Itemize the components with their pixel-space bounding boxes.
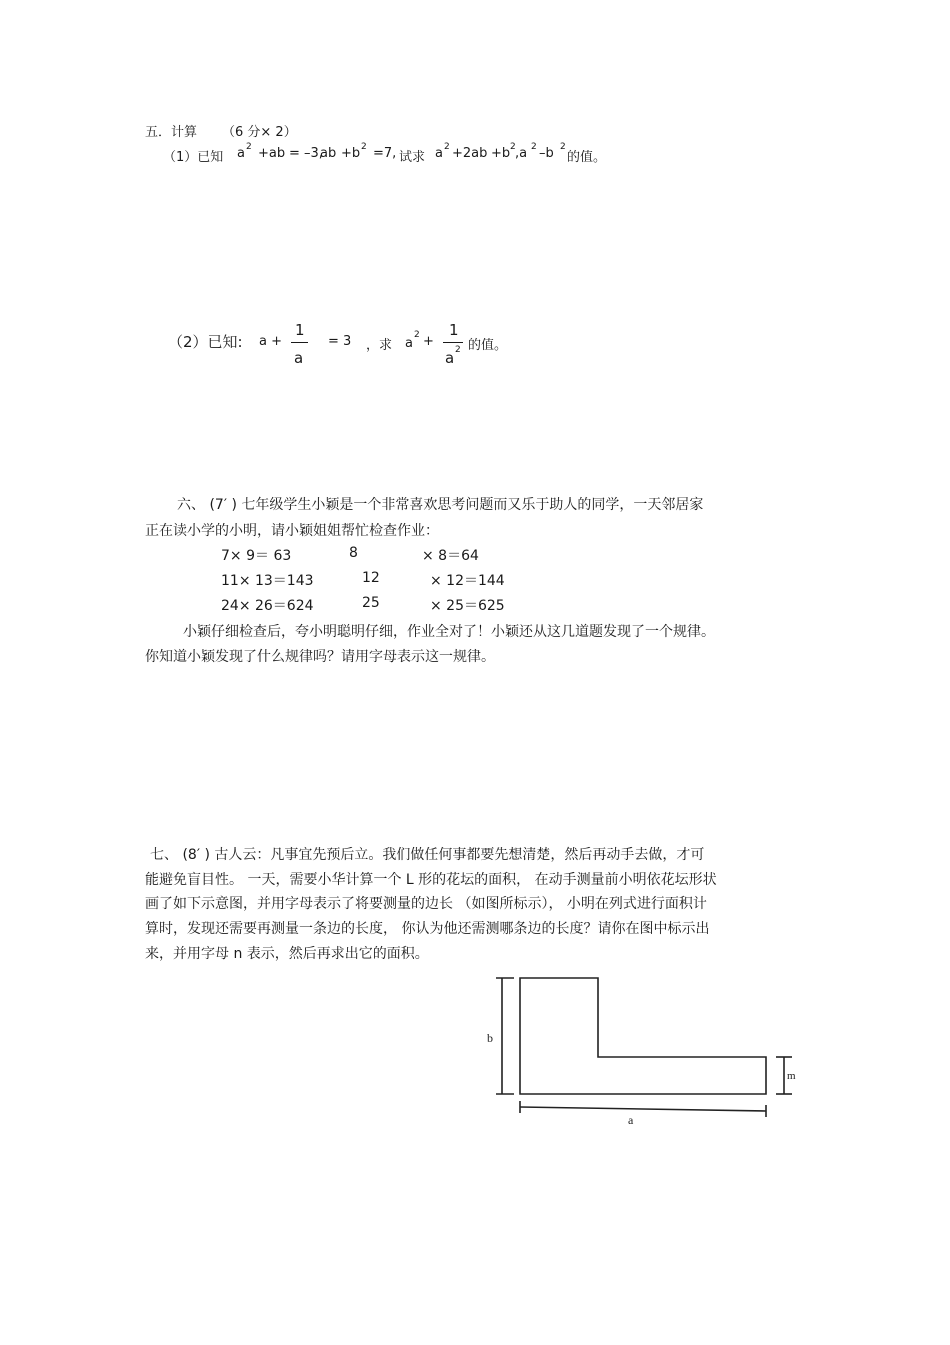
q1-exponent: 2 [510,142,516,152]
section5-score: （6 分× 2） [222,125,297,140]
q2-term: = 3 [328,334,352,349]
section7-line: 七、 (8′ ) 古人云：凡事宜先预后立。我们做任何事都要先想清楚，然后再动手去做，才可 [150,847,705,863]
section6-line: 六、 (7′ ) 七年级学生小颖是一个非常喜欢思考问题而又乐于助人的同学，一天邻居家 [177,497,704,513]
l-shape-outline [520,978,766,1094]
section7-line: 画了如下示意图，并用字母表示了将要测量的边长 （如图所标示）， 小明在列式进行面积计 [145,896,707,912]
q1-term: +b [491,146,511,161]
q1-term: +b [341,146,361,161]
section5-heading: 五．计算 [145,125,198,140]
q1-tail: 的值。 [567,150,607,165]
row-right: × 12＝144 [430,573,505,589]
row-mid: 12 [362,570,380,586]
label-m: m [787,1070,796,1082]
l-shape-diagram [470,970,810,1130]
section6-line: 你知道小颖发现了什么规律吗？请用字母表示这一规律。 [145,649,495,665]
q1-term: a [237,146,245,161]
q1-term: ab [320,146,337,161]
q1-term: = –3, [289,146,323,161]
q1-term: +2ab [452,146,488,161]
q1-exponent: 2 [444,142,450,152]
q1-exponent: 2 [531,142,537,152]
q1-term: –b [539,146,554,161]
q2-ask: ，求 [366,338,393,353]
section7-line: 算时，发现还需要再测量一条边的长度， 你认为他还需测哪条边的长度？请你在图中标示出 [145,921,710,937]
fraction-numerator: 1 [449,321,459,339]
section7-line: 来，并用字母 n 表示，然后再求出它的面积。 [145,946,429,962]
section7-line: 能避免盲目性。 一天，需要小华计算一个 L 形的花坛的面积， 在动手测量前小明依花坛形状 [145,872,717,888]
fraction-denominator: a [294,349,304,367]
fraction-numerator: 1 [295,321,305,339]
q1-exponent: 2 [361,142,367,152]
row-mid: 8 [349,545,358,561]
q2-exponent: 2 [455,345,461,355]
q2-exponent: 2 [414,330,420,340]
row-mid: 25 [362,595,380,611]
row-left: 7× 9＝ 63 [221,548,292,564]
q2-term: + [423,334,434,349]
q1-term: =7, [373,146,397,161]
row-left: 11× 13＝143 [221,573,314,589]
q1-prefix: （1）已知 [163,150,224,165]
row-right: × 25＝625 [430,598,505,614]
q2-tail: 的值。 [468,338,508,353]
q1-term: a [435,146,443,161]
q2-prefix: （2）已知: [168,333,243,351]
row-right: × 8＝64 [422,548,479,564]
q1-term: ,a [515,146,528,161]
q2-term: a + [259,334,282,349]
q2-term: a [405,336,413,351]
q1-exponent: 2 [246,142,252,152]
fraction-denominator: a [445,349,455,367]
section6-line: 小颖仔细检查后，夸小明聪明仔细，作业全对了！小颖还从这几道题发现了一个规律。 [183,624,715,640]
section6-line: 正在读小学的小明，请小颖姐姐帮忙检查作业： [145,523,439,539]
label-b: b [487,1031,493,1045]
fraction-bar [443,342,463,343]
q1-exponent: 2 [560,142,566,152]
label-a: a [628,1113,634,1127]
fraction-bar [291,342,308,343]
row-left: 24× 26＝624 [221,598,314,614]
q1-ask: 试求 [399,150,426,165]
q1-term: +ab [258,146,286,161]
